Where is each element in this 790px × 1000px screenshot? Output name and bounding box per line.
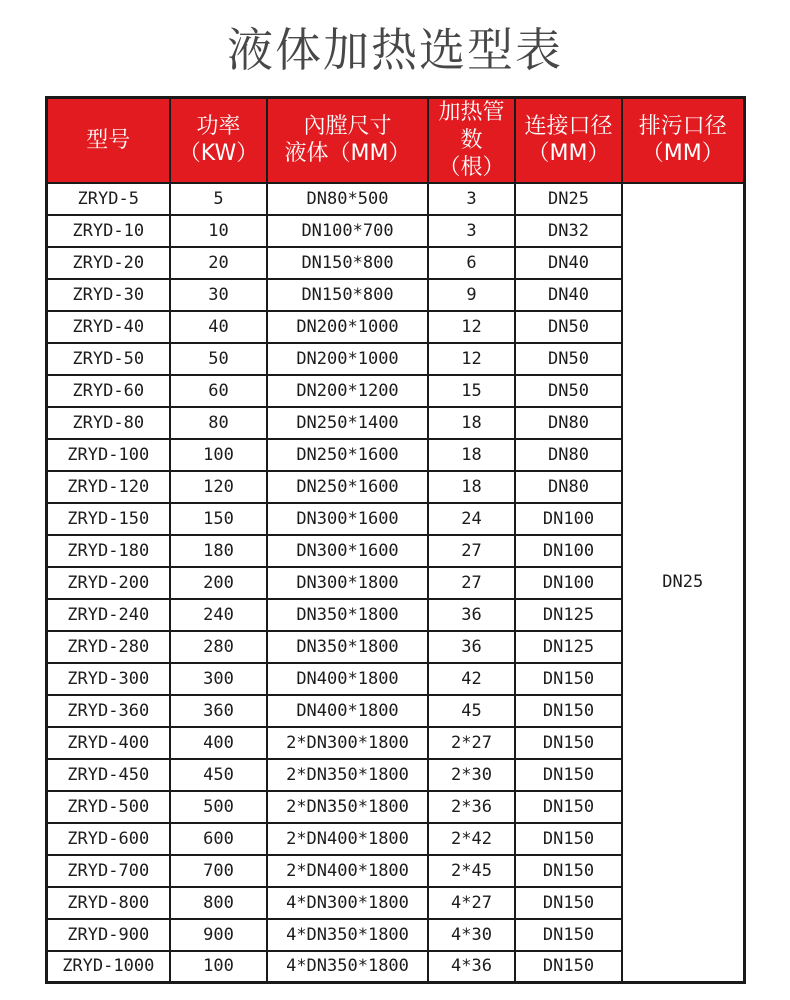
cell-power: 150 xyxy=(170,503,267,535)
table-row xyxy=(46,183,744,215)
cell-model: ZRYD-150 xyxy=(46,503,170,535)
cell-connection: DN150 xyxy=(515,919,622,951)
cell-chamber: 2*DN350*1800 xyxy=(267,791,428,823)
cell-chamber: DN200*1000 xyxy=(267,343,428,375)
cell-power: 40 xyxy=(170,311,267,343)
cell-model: ZRYD-5 xyxy=(46,183,170,215)
cell-connection: DN150 xyxy=(515,951,622,983)
cell-model: ZRYD-100 xyxy=(46,439,170,471)
cell-tubes: 18 xyxy=(428,471,515,503)
cell-model: ZRYD-450 xyxy=(46,759,170,791)
cell-connection: DN150 xyxy=(515,663,622,695)
cell-connection: DN125 xyxy=(515,599,622,631)
cell-model: ZRYD-800 xyxy=(46,887,170,919)
cell-drain-merged: DN25 xyxy=(622,183,744,983)
cell-chamber: DN350*1800 xyxy=(267,631,428,663)
cell-chamber: 4*DN350*1800 xyxy=(267,919,428,951)
cell-tubes: 2*30 xyxy=(428,759,515,791)
cell-model: ZRYD-80 xyxy=(46,407,170,439)
selection-table xyxy=(45,96,746,984)
cell-power: 30 xyxy=(170,279,267,311)
cell-tubes: 42 xyxy=(428,663,515,695)
cell-chamber: DN400*1800 xyxy=(267,663,428,695)
cell-power: 180 xyxy=(170,535,267,567)
cell-chamber: DN250*1600 xyxy=(267,439,428,471)
cell-tubes: 4*27 xyxy=(428,887,515,919)
cell-connection: DN25 xyxy=(515,183,622,215)
cell-chamber: DN200*1000 xyxy=(267,311,428,343)
table-header-row xyxy=(46,98,744,183)
cell-connection: DN150 xyxy=(515,759,622,791)
column-header-drain: 排污口径 （MM） xyxy=(622,98,744,183)
cell-model: ZRYD-20 xyxy=(46,247,170,279)
cell-power: 80 xyxy=(170,407,267,439)
cell-power: 10 xyxy=(170,215,267,247)
cell-chamber: DN100*700 xyxy=(267,215,428,247)
cell-connection: DN100 xyxy=(515,535,622,567)
cell-chamber: DN400*1800 xyxy=(267,695,428,727)
cell-connection: DN150 xyxy=(515,727,622,759)
cell-chamber: 2*DN300*1800 xyxy=(267,727,428,759)
cell-chamber: DN250*1600 xyxy=(267,471,428,503)
cell-connection: DN40 xyxy=(515,247,622,279)
cell-power: 200 xyxy=(170,567,267,599)
column-header-power: 功率 （KW） xyxy=(170,98,267,183)
cell-tubes: 2*42 xyxy=(428,823,515,855)
cell-connection: DN150 xyxy=(515,823,622,855)
cell-chamber: 4*DN300*1800 xyxy=(267,887,428,919)
cell-power: 700 xyxy=(170,855,267,887)
cell-connection: DN150 xyxy=(515,855,622,887)
cell-connection: DN150 xyxy=(515,791,622,823)
cell-connection: DN125 xyxy=(515,631,622,663)
column-header-model: 型号 xyxy=(46,98,170,183)
cell-model: ZRYD-30 xyxy=(46,279,170,311)
cell-model: ZRYD-600 xyxy=(46,823,170,855)
cell-connection: DN100 xyxy=(515,567,622,599)
cell-power: 60 xyxy=(170,375,267,407)
cell-tubes: 45 xyxy=(428,695,515,727)
cell-tubes: 12 xyxy=(428,311,515,343)
cell-model: ZRYD-240 xyxy=(46,599,170,631)
table-head xyxy=(46,98,744,183)
cell-chamber: 2*DN400*1800 xyxy=(267,823,428,855)
cell-tubes: 18 xyxy=(428,407,515,439)
cell-chamber: DN250*1400 xyxy=(267,407,428,439)
cell-connection: DN150 xyxy=(515,695,622,727)
cell-model: ZRYD-360 xyxy=(46,695,170,727)
cell-tubes: 9 xyxy=(428,279,515,311)
cell-tubes: 3 xyxy=(428,215,515,247)
cell-connection: DN50 xyxy=(515,343,622,375)
cell-chamber: 2*DN400*1800 xyxy=(267,855,428,887)
cell-tubes: 27 xyxy=(428,567,515,599)
cell-chamber: DN300*1600 xyxy=(267,503,428,535)
column-header-chamber: 內膛尺寸 液体（MM） xyxy=(267,98,428,183)
cell-model: ZRYD-280 xyxy=(46,631,170,663)
cell-power: 360 xyxy=(170,695,267,727)
cell-model: ZRYD-40 xyxy=(46,311,170,343)
cell-tubes: 24 xyxy=(428,503,515,535)
cell-tubes: 15 xyxy=(428,375,515,407)
cell-connection: DN150 xyxy=(515,887,622,919)
cell-tubes: 2*36 xyxy=(428,791,515,823)
cell-tubes: 36 xyxy=(428,631,515,663)
table-body xyxy=(46,183,744,983)
cell-tubes: 3 xyxy=(428,183,515,215)
cell-model: ZRYD-120 xyxy=(46,471,170,503)
cell-model: ZRYD-200 xyxy=(46,567,170,599)
cell-power: 400 xyxy=(170,727,267,759)
cell-power: 5 xyxy=(170,183,267,215)
cell-model: ZRYD-400 xyxy=(46,727,170,759)
cell-power: 50 xyxy=(170,343,267,375)
cell-chamber: DN300*1600 xyxy=(267,535,428,567)
cell-connection: DN32 xyxy=(515,215,622,247)
cell-model: ZRYD-300 xyxy=(46,663,170,695)
cell-power: 800 xyxy=(170,887,267,919)
cell-power: 300 xyxy=(170,663,267,695)
cell-connection: DN80 xyxy=(515,439,622,471)
cell-chamber: DN200*1200 xyxy=(267,375,428,407)
cell-chamber: 4*DN350*1800 xyxy=(267,951,428,983)
cell-chamber: DN300*1800 xyxy=(267,567,428,599)
cell-power: 600 xyxy=(170,823,267,855)
cell-power: 240 xyxy=(170,599,267,631)
cell-chamber: DN150*800 xyxy=(267,279,428,311)
cell-model: ZRYD-50 xyxy=(46,343,170,375)
cell-model: ZRYD-10 xyxy=(46,215,170,247)
cell-power: 120 xyxy=(170,471,267,503)
cell-connection: DN80 xyxy=(515,471,622,503)
cell-tubes: 18 xyxy=(428,439,515,471)
column-header-connection: 连接口径 （MM） xyxy=(515,98,622,183)
cell-connection: DN50 xyxy=(515,375,622,407)
cell-model: ZRYD-1000 xyxy=(46,951,170,983)
cell-tubes: 4*30 xyxy=(428,919,515,951)
cell-power: 500 xyxy=(170,791,267,823)
cell-connection: DN100 xyxy=(515,503,622,535)
cell-model: ZRYD-700 xyxy=(46,855,170,887)
cell-chamber: DN80*500 xyxy=(267,183,428,215)
cell-tubes: 6 xyxy=(428,247,515,279)
cell-power: 280 xyxy=(170,631,267,663)
cell-tubes: 2*27 xyxy=(428,727,515,759)
cell-tubes: 36 xyxy=(428,599,515,631)
cell-connection: DN40 xyxy=(515,279,622,311)
cell-tubes: 2*45 xyxy=(428,855,515,887)
cell-tubes: 27 xyxy=(428,535,515,567)
cell-connection: DN50 xyxy=(515,311,622,343)
column-header-tubes: 加热管数 （根） xyxy=(428,98,515,183)
cell-power: 900 xyxy=(170,919,267,951)
cell-model: ZRYD-60 xyxy=(46,375,170,407)
cell-model: ZRYD-500 xyxy=(46,791,170,823)
cell-chamber: DN350*1800 xyxy=(267,599,428,631)
cell-power: 100 xyxy=(170,951,267,983)
cell-model: ZRYD-900 xyxy=(46,919,170,951)
cell-chamber: DN150*800 xyxy=(267,247,428,279)
cell-connection: DN80 xyxy=(515,407,622,439)
cell-power: 450 xyxy=(170,759,267,791)
cell-model: ZRYD-180 xyxy=(46,535,170,567)
cell-chamber: 2*DN350*1800 xyxy=(267,759,428,791)
cell-power: 20 xyxy=(170,247,267,279)
cell-power: 100 xyxy=(170,439,267,471)
page-title: 液体加热选型表 xyxy=(227,23,563,77)
cell-tubes: 12 xyxy=(428,343,515,375)
cell-tubes: 4*36 xyxy=(428,951,515,983)
